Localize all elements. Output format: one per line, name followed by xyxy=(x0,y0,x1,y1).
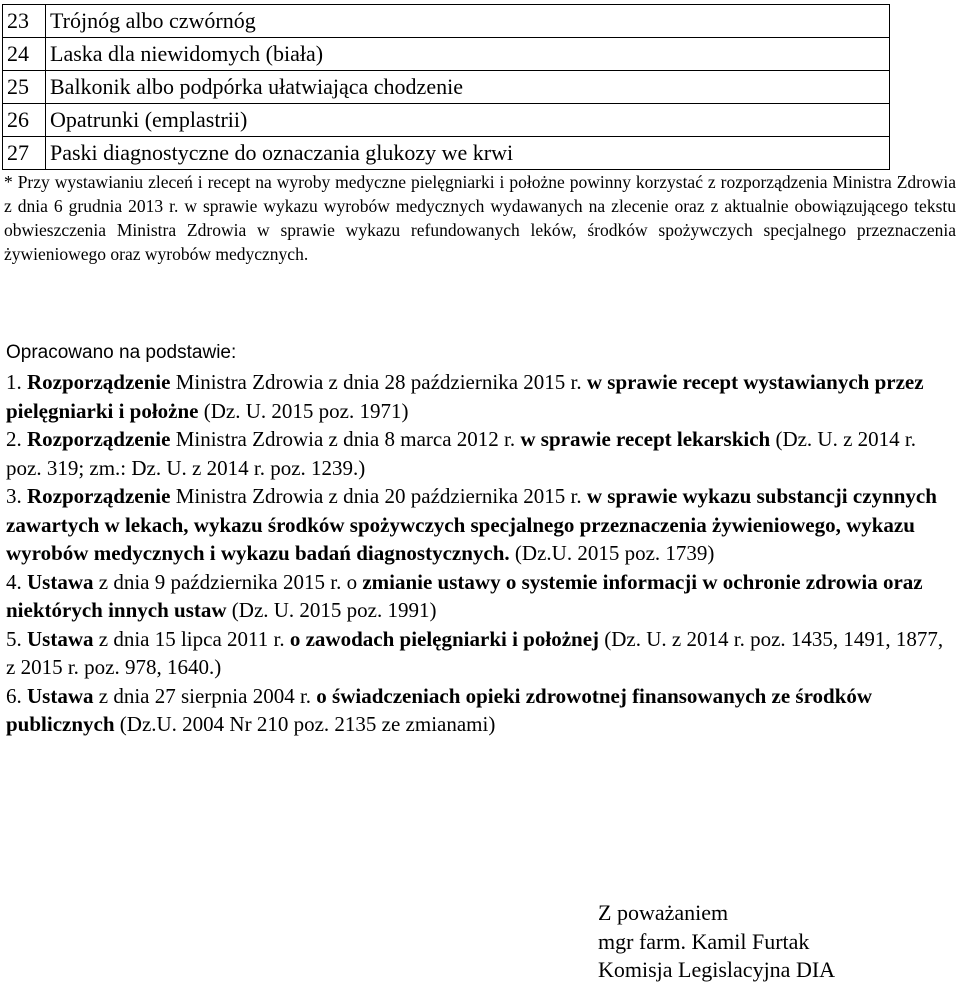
source-date: z dnia 9 października 2015 r. o xyxy=(93,569,363,594)
source-number: 3. xyxy=(6,484,27,508)
source-reference: (Dz.U. 2004 Nr 210 poz. 2135 ze zmianami) xyxy=(114,712,496,736)
source-number: 2. xyxy=(6,427,27,451)
source-reference: (Dz. U. z 2014 r. poz. 1435, 1491, 1877, z 2015 r. poz. 978, 1640.) xyxy=(6,626,944,679)
source-title: w sprawie recept lekarskich xyxy=(520,427,771,451)
row-label: Paski diagnostyczne do oznaczania glukozy we krwi xyxy=(46,137,890,170)
source-number: 6. xyxy=(6,683,27,708)
source-item xyxy=(6,682,954,739)
source-title: w sprawie recept wystawianych przez pielęgniarki i położne xyxy=(6,370,924,423)
source-title: w sprawie wykazu substancji czynnych zawartych w lekach, wykazu środków spożywczych specjalnego przeznaczenia żywieniowego, wykazu wyrobów medycznych i wykazu badań diagnostycznych. xyxy=(6,484,937,565)
row-number: 24 xyxy=(3,38,46,71)
row-number: 26 xyxy=(3,104,46,137)
row-label: Balkonik albo podpórka ułatwiająca chodzenie xyxy=(46,71,890,104)
source-title: o zawodach pielęgniarki i położnej xyxy=(289,626,600,651)
row-label: Laska dla niewidomych (biała) xyxy=(46,38,890,71)
source-kind: Rozporządzenie xyxy=(27,370,171,394)
source-kind: Rozporządzenie xyxy=(27,484,171,508)
sources-list xyxy=(6,368,954,739)
source-item xyxy=(6,425,954,482)
medical-items-table xyxy=(2,4,890,170)
footnote: * Przy wystawianiu zleceń i recept na wyroby medyczne pielęgniarki i położne powinny korzystać z rozporządzenia Ministra Zdrowia z dnia 6 grudnia 2013 r. w sprawie wykazu wyrobów medycznych wydawanych na zlecenie oraz z aktualnie obowiązującego tekstu obwieszczenia Ministra Zdrowia w sprawie wykazu refundowanych leków, środków spożywczych specjalnego przeznaczenia żywieniowego oraz wyrobów medycznych. xyxy=(4,172,956,264)
source-item xyxy=(6,568,954,625)
source-date: Ministra Zdrowia z dnia 8 marca 2012 r. xyxy=(170,427,521,451)
source-kind: Ustawa xyxy=(27,683,94,708)
source-number: 4. xyxy=(6,569,27,594)
source-title: o świadczeniach opieki zdrowotnej finansowanych ze środków publicznych xyxy=(6,683,873,736)
row-number: 23 xyxy=(3,5,46,38)
sources-heading: Opracowano na podstawie: xyxy=(6,342,237,363)
source-date: Ministra Zdrowia z dnia 20 października 2015 r. xyxy=(170,484,587,508)
source-date: Ministra Zdrowia z dnia 28 października 2015 r. xyxy=(170,370,587,394)
source-number: 5. xyxy=(6,626,27,651)
source-item xyxy=(6,368,954,425)
row-label: Trójnóg albo czwórnóg xyxy=(46,5,890,38)
source-item xyxy=(6,482,954,568)
table-row xyxy=(3,104,890,137)
signature-block xyxy=(598,899,835,985)
signature-organization: Komisja Legislacyjna DIA xyxy=(598,957,836,982)
signature-greeting: Z poważaniem xyxy=(598,900,729,925)
source-reference: (Dz. U. z 2014 r. poz. 319; zm.: Dz. U. z 2014 r. poz. 1239.) xyxy=(6,427,917,480)
source-title: zmianie ustawy o systemie informacji w ochronie zdrowia oraz niektórych innych ustaw xyxy=(6,569,923,622)
source-date: z dnia 15 lipca 2011 r. xyxy=(93,626,290,651)
source-reference: (Dz. U. 2015 poz. 1991) xyxy=(226,598,437,622)
source-reference: (Dz. U. 2015 poz. 1971) xyxy=(198,398,409,423)
row-number: 27 xyxy=(3,137,46,170)
source-reference: (Dz.U. 2015 poz. 1739) xyxy=(509,541,715,565)
source-kind: Ustawa xyxy=(27,626,94,651)
table-row xyxy=(3,5,890,38)
table-row xyxy=(3,137,890,170)
source-date: z dnia 27 sierpnia 2004 r. xyxy=(93,683,317,708)
source-kind: Ustawa xyxy=(27,569,94,594)
row-number: 25 xyxy=(3,71,46,104)
signature-name: mgr farm. Kamil Furtak xyxy=(598,928,810,954)
source-item xyxy=(6,625,954,682)
source-kind: Rozporządzenie xyxy=(27,427,171,451)
table-row xyxy=(3,71,890,104)
row-label: Opatrunki (emplastrii) xyxy=(46,104,890,137)
table-row xyxy=(3,38,890,71)
source-number: 1. xyxy=(6,370,27,394)
